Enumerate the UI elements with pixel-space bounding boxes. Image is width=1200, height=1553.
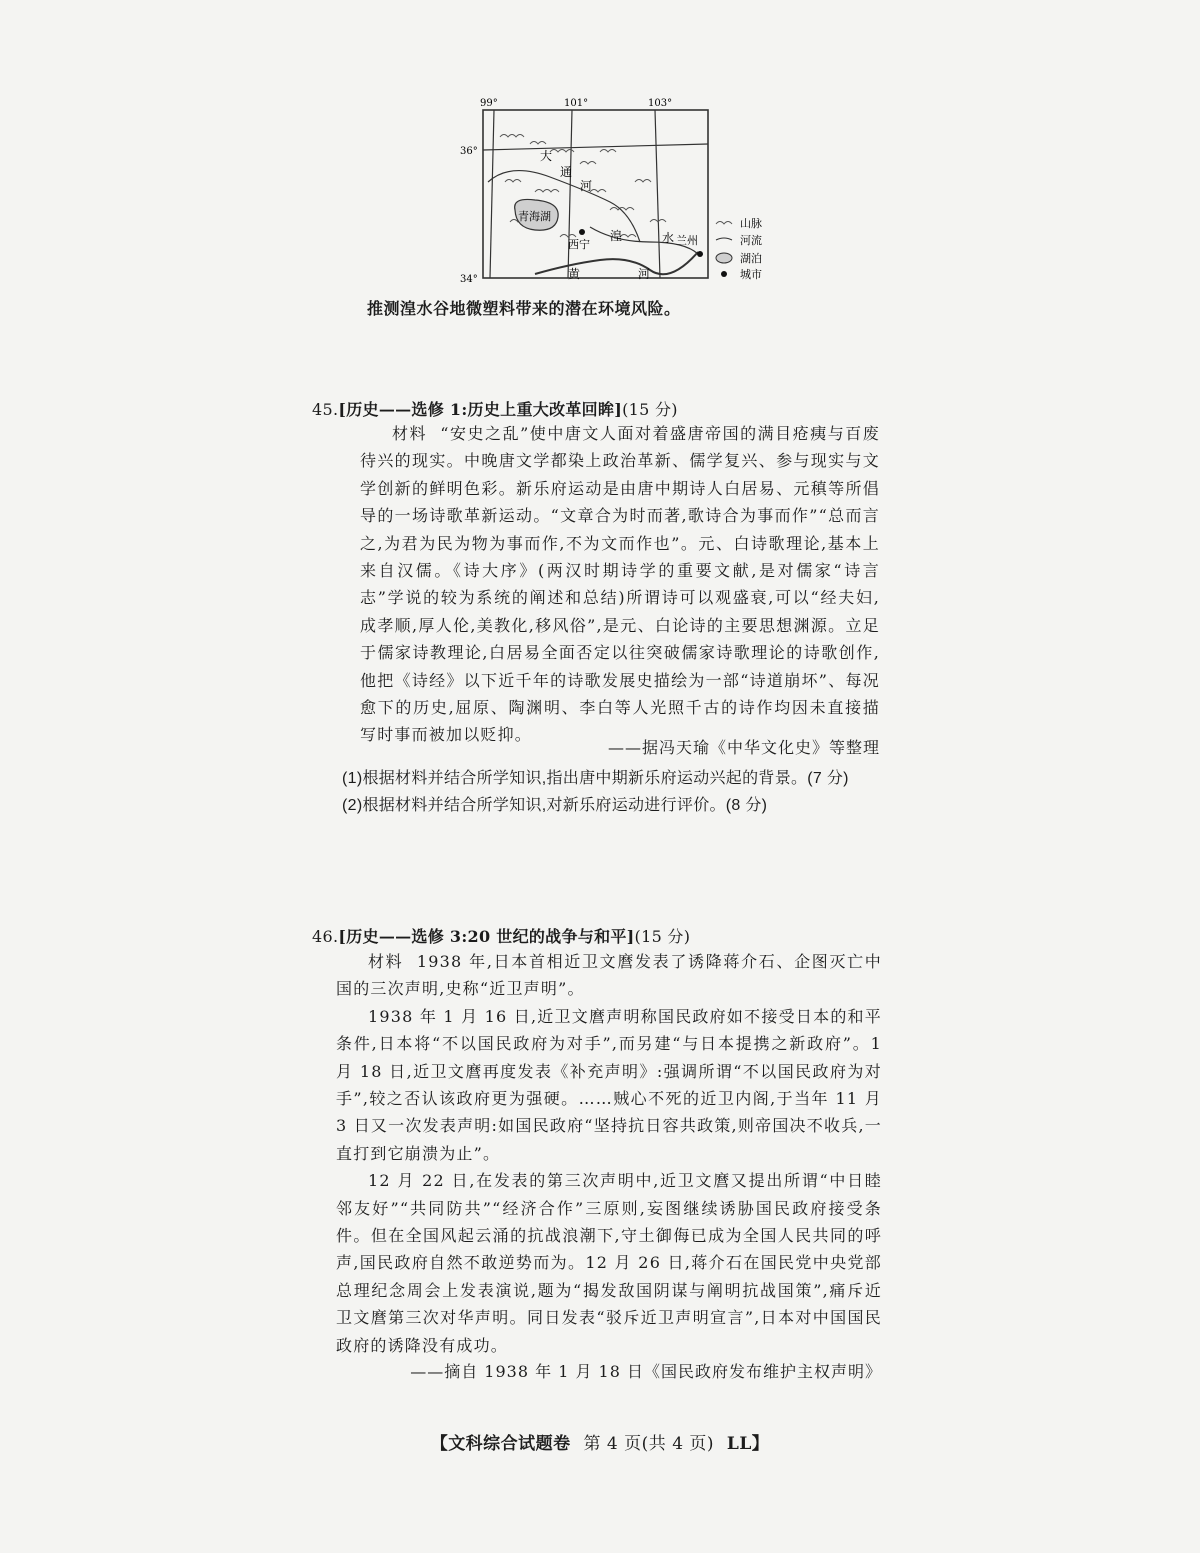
footer-bracket-close: 】 [751, 1434, 770, 1454]
map-legend [716, 217, 762, 281]
label-datong-2: 通 [560, 165, 573, 179]
huangshui-map [440, 92, 800, 292]
map-figure [440, 92, 800, 292]
label-datong-3: 河 [580, 179, 593, 193]
label-lanzhou: 兰州 [676, 234, 698, 247]
q46-number: 46. [312, 927, 339, 946]
q46-paragraph-3: 12 月 22 日,在发表的第三次声明中,近卫文麿又提出所谓“中日睦邻友好”“共同防共”“经济合作”三原则,妄图继续诱胁国民政府接受条件。但在全国风起云涌的抗战浪潮下,守土御侮已成为全国人民共同的呼声,国民政府自然不敢逆势而为。12 月 26 日,蒋介石在国民党中央党部总理纪念周会上发表演说,题为“揭发敌国阴谋与阐明抗战国策”,痛斥近卫文麿第三次对华声明。同日发表“驳斥近卫声明宣言”,日本对中国国民政府的诱降没有成功。 [336, 1171, 882, 1355]
xining-city-dot [579, 229, 585, 235]
label-xining: 西宁 [568, 238, 590, 251]
q45-subquestion-2: (2)根据材料并结合所学知识,对新乐府运动进行评价。(8 分) [342, 797, 768, 814]
q45-score: (15 分) [622, 400, 678, 419]
q45-material-text: “安史之乱”使中唐文人面对着盛唐帝国的满目疮痍与百废待兴的现实。中晚唐文学都染上政治革新、儒学复兴、参与现实与文学创新的鲜明色彩。新乐府运动是由唐中期诗人白居易、元稹等所倡导的一场诗歌革新运动。“文章合为时而著,歌诗合为事而作”“总而言之,为君为民为物为事而作,不为文而作也”。元、白诗歌理论,基本上来自汉儒。《诗大序》(两汉时期诗学的重要文献,是对儒家“诗言志”学说的较为系统的阐述和总结)所谓诗可以观盛衰,可以“经夫妇,成孝顺,厚人伦,美教化,移风俗”,是元、白论诗的主要思想渊源。立足于儒家诗教理论,白居易全面否定以往突破儒家诗歌理论的诗歌创作,他把《诗经》以下近千年的诗歌发展史描绘为一部“诗道崩坏”、每况愈下的历史,屈原、陶渊明、李白等人光照千古的诗作均因未直接描写时事而被加以贬抑。 [360, 424, 881, 745]
meridian-103 [655, 110, 660, 278]
q46-paragraph-2: 1938 年 1 月 16 日,近卫文麿声明称国民政府如不接受日本的和平条件,日本将“不以国民政府为对手”,而另建“与日本提携之新政府”。1 月 18 日,近卫文麿再度发表《补充声明》:强调所谓“不以国民政府为对手”,较之否认该政府更为强硬。……贼心不死的近卫内阁,于当年 11 月 3 日又一次发表声明:如国民政府“坚持抗日容共政策,则帝国决不收兵,一直打到它崩溃为止”。 [336, 1006, 882, 1163]
footer-page-info: 第 4 页(共 4 页) [583, 1434, 715, 1454]
lon-label-99: 99° [480, 98, 498, 109]
q46-source: ——摘自 1938 年 1 月 18 日《国民政府发布维护主权声明》 [410, 1362, 882, 1381]
label-huangshui-2: 水 [662, 231, 675, 245]
footer-bracket-open: 【 [430, 1434, 449, 1454]
footer-title: 文科综合试题卷 [448, 1434, 571, 1454]
legend-river: 河流 [740, 234, 762, 247]
legend-mountain: 山脉 [740, 217, 762, 230]
q46-paragraph-1: 1938 年,日本首相近卫文麿发表了诱降蒋介石、企图灭亡中国的三次声明,史称“近卫声明”。 [336, 952, 882, 999]
footer-code: LL [726, 1434, 752, 1454]
lon-label-103: 103° [648, 98, 673, 109]
q45-title: [历史——选修 1:历史上重大改革回眸] [338, 400, 623, 419]
q46-title: [历史——选修 3:20 世纪的战争与和平] [338, 927, 635, 946]
q45-number: 45. [312, 400, 339, 419]
q45-material [360, 420, 880, 749]
label-qinghai-lake: 青海湖 [518, 210, 551, 223]
label-huanghe-2: 河 [638, 267, 651, 281]
q45-source: ——据冯天瑜《中华文化史》等整理 [607, 738, 880, 757]
legend-lake: 湖泊 [740, 252, 762, 265]
q45-heading [312, 397, 678, 420]
lat-label-34: 34° [460, 274, 478, 285]
label-datong-1: 大 [540, 149, 553, 163]
lat-label-36: 36° [460, 146, 478, 157]
parallel-36 [483, 144, 708, 150]
q46-heading [312, 924, 690, 947]
q45-material-label: 材料 [392, 424, 428, 443]
q46-material-label: 材料 [368, 952, 404, 971]
meridian-99 [490, 110, 494, 278]
map-question-text: 推测湟水谷地微塑料带来的潜在环境风险。 [367, 299, 681, 318]
meridian-101 [568, 110, 572, 278]
q45-subquestion-1: (1)根据材料并结合所学知识,指出唐中期新乐府运动兴起的背景。(7 分) [342, 770, 849, 787]
q46-material [336, 948, 882, 1359]
legend-lake-icon [716, 253, 732, 263]
legend-city: 城市 [740, 268, 762, 281]
label-huanghe-1: 黄 [568, 267, 581, 281]
legend-river-icon [716, 238, 732, 240]
lon-label-101: 101° [564, 98, 589, 109]
map-frame [483, 110, 708, 278]
lanzhou-city-dot [697, 251, 703, 257]
legend-city-icon [721, 271, 727, 277]
legend-mountain-icon [716, 222, 732, 225]
label-huangshui-1: 湟 [610, 229, 623, 243]
yellow-river [535, 252, 698, 274]
q46-score: (15 分) [634, 927, 691, 946]
page-footer [0, 1429, 1200, 1454]
